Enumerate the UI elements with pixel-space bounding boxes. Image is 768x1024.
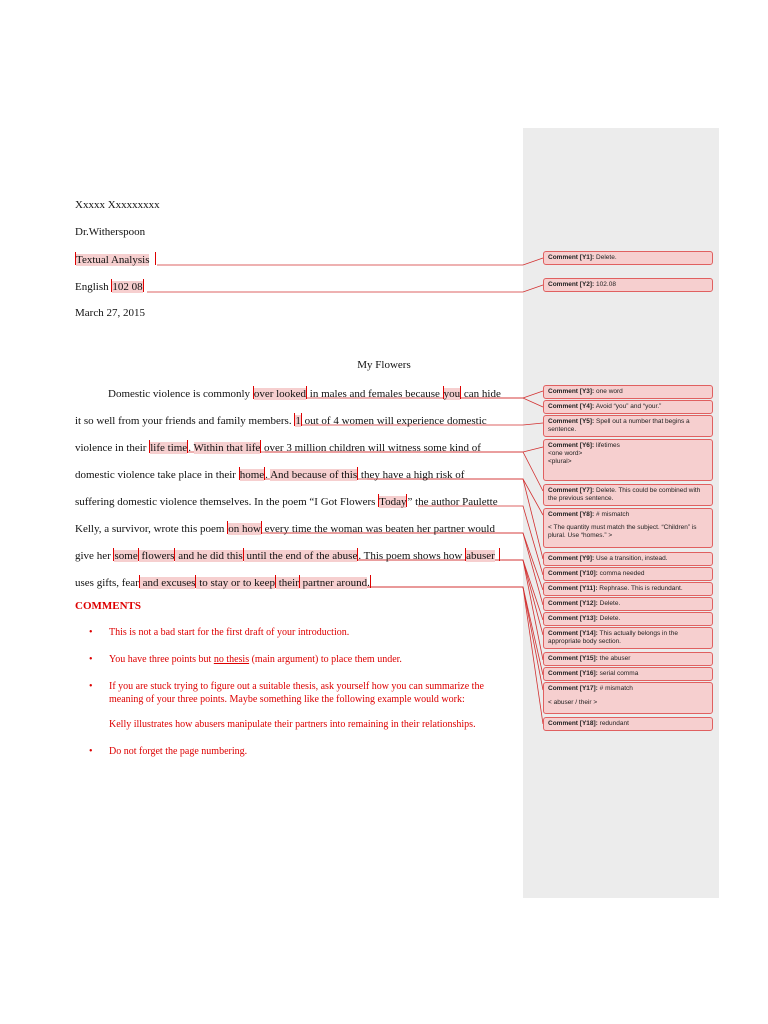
paragraph-line-3: violence in their life time. Within that life over 3 million children will witness some kind of (75, 442, 481, 454)
paragraph-line-7: give her some flowers and he did this until the end of the abuse. This poem shows how abuser (75, 548, 500, 563)
hl-over-looked: over looked (253, 388, 307, 400)
comment-y4[interactable]: Comment [Y4]: Avoid “you” and “your.” (543, 400, 713, 414)
comment-y10[interactable]: Comment [Y10]: comma needed (543, 567, 713, 581)
hl-on-how: on how (228, 523, 261, 535)
hl-one: 1 (295, 415, 301, 427)
comment-y5[interactable]: Comment [Y5]: Spell out a number that begins a sentence. (543, 415, 713, 437)
paragraph-line-8: uses gifts, fear and excuses to stay or to keep their partner around. (75, 577, 370, 589)
class-prefix: English (75, 281, 112, 293)
instructor-name: Dr.Witherspoon (75, 226, 146, 238)
comment-y15[interactable]: Comment [Y15]: the abuser (543, 652, 713, 666)
comment-y14[interactable]: Comment [Y14]: This actually belongs in the appropriate body section. (543, 627, 713, 649)
date: March 27, 2015 (75, 307, 145, 319)
comment-y1[interactable]: Comment [Y1]: Delete. (543, 251, 713, 265)
hl-flowers: flowers (138, 550, 175, 562)
hl-you: you (443, 388, 461, 400)
hl-within-that-life: Within that life (193, 442, 261, 454)
student-name: Xxxxx Xxxxxxxxx (75, 199, 160, 211)
comment-y17[interactable]: Comment [Y17]: # mismatch < abuser / their > (543, 682, 713, 714)
hl-some: some (114, 550, 138, 562)
paragraph-line-6: Kelly, a survivor, wrote this poem on how every time the woman was beaten her partner would (75, 523, 495, 535)
comment-y16[interactable]: Comment [Y16]: serial comma (543, 667, 713, 681)
feedback-item-2: • You have three points but no thesis (main argument) to place them under. (75, 653, 495, 666)
course-title: Textual Analysis (76, 254, 150, 266)
connector-y1 (157, 258, 543, 265)
hl-abuser: abuser (466, 550, 495, 562)
hl-until-end: until the end of the abuse (243, 550, 358, 562)
feedback-item-1: • This is not a bad start for the first draft of your introduction. (75, 626, 495, 639)
essay-title: My Flowers (357, 359, 411, 371)
connector-y9 (367, 479, 543, 559)
hl-life-time: life time (150, 442, 188, 454)
connector-y15 (502, 560, 543, 660)
connector-y12 (267, 533, 543, 605)
course-title-line (75, 252, 156, 267)
hl-and-excuses: and excuses (139, 577, 196, 589)
hl-today: Today (379, 496, 407, 508)
comment-y18[interactable]: Comment [Y18]: redundant (543, 717, 713, 731)
connector-y13 (116, 560, 543, 620)
hl-home: home (239, 469, 265, 481)
comment-y13[interactable]: Comment [Y13]: Delete. (543, 612, 713, 626)
hl-their: their (275, 577, 299, 589)
paragraph-line-1: Domestic violence is commonly over looked in males and females because you can hide (108, 388, 501, 400)
paragraph-line-5: suffering domestic violence themselves. In the poem “I Got Flowers Today” the author Paulette (75, 496, 498, 508)
hl-and-he-did-this: and he did this (175, 550, 243, 562)
hl-partner-around: partner around (299, 577, 368, 589)
connector-y14 (249, 560, 543, 635)
comment-y9[interactable]: Comment [Y9]: Use a transition, instead. (543, 552, 713, 566)
comment-y12[interactable]: Comment [Y12]: Delete. (543, 597, 713, 611)
suggested-thesis: Kelly illustrates how abusers manipulate their partners into remaining in their relationships. (109, 719, 476, 730)
paragraph-line-4: domestic violence take place in their home. And because of this they have a high risk of (75, 469, 465, 481)
connector-y2 (147, 285, 543, 292)
feedback-list (75, 626, 495, 772)
comment-y6[interactable]: Comment [Y6]: lifetimes <one word> <plural> (543, 439, 713, 481)
feedback-item-3: • If you are stuck trying to figure out a suitable thesis, ask yourself how you can summarize the meaning of your three points. Maybe something like the following example would work: Kelly illustrates how abusers manipulate their partners into remaining in their relationships. (75, 680, 495, 731)
comment-y7[interactable]: Comment [Y7]: Delete. This could be combined with the previous sentence. (543, 484, 713, 506)
hl-stay-or-keep: to stay or to keep (196, 577, 275, 589)
comments-heading: COMMENTS (75, 600, 141, 612)
paragraph-line-2: it so well from your friends and family members. 1 out of 4 women will experience domestic (75, 415, 487, 427)
comment-y8[interactable]: Comment [Y8]: # mismatch < The quantity must match the subject. “Children” is plural. Use “homes.” > (543, 508, 713, 548)
class-number: 102 08 (112, 281, 143, 293)
hl-and-because: And because of this (270, 469, 358, 481)
comment-y11[interactable]: Comment [Y11]: Rephrase. This is redundant. (543, 582, 713, 596)
comment-y2[interactable]: Comment [Y2]: 102.08 (543, 278, 713, 292)
feedback-item-4: • Do not forget the page numbering. (75, 745, 495, 758)
class-line (75, 279, 144, 294)
comment-y3[interactable]: Comment [Y3]: one word (543, 385, 713, 399)
